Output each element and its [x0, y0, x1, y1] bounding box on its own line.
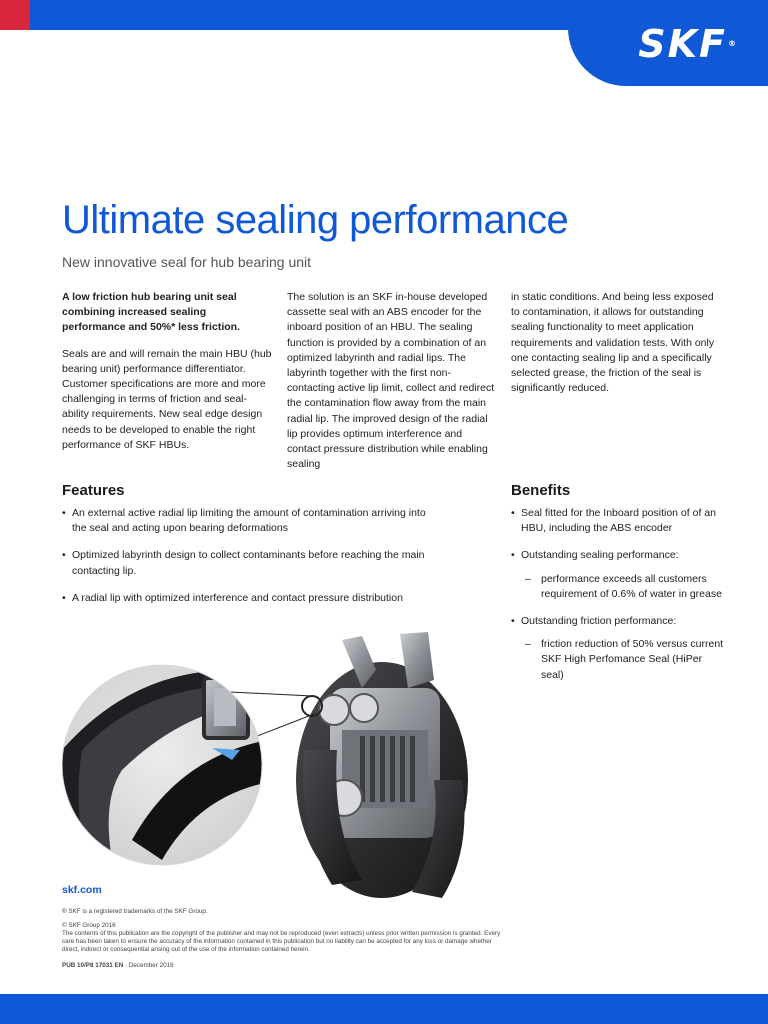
red-corner-block — [0, 0, 30, 30]
benefit-subitem: – performance exceeds all customers requirement of 0.6% of water in grease — [521, 572, 726, 602]
logo-text: SKF — [638, 22, 727, 66]
continuation-paragraph: in static conditions. And being less exposed to contamination, it allows for outstanding sealing functionality to meet application requirements and validation tests. With only one contacting sealing lip and a specifically selected grease, the friction of the seal is significantly reduced. — [511, 291, 715, 395]
benefits-list — [511, 506, 726, 695]
intro-column-2 — [287, 290, 497, 483]
benefit-subitem: – friction reduction of 50% versus current SKF High Perfomance Seal (HiPer seal) — [521, 637, 726, 683]
benefit-item — [511, 506, 726, 536]
intro-paragraph: Seals are and will remain the main HBU (hub bearing unit) performance differentiator. Customer specifications are more and more challenging in terms of friction and seal-ability requirements. New seal edge design needs to be developed to enable the right performance of SKF HBUs. — [62, 347, 272, 451]
feature-item: • An external active radial lip limiting the amount of contamination arriving into the seal and acting upon bearing deformations — [62, 506, 442, 536]
hub-unit-cutaway — [296, 632, 468, 898]
page-title: Ultimate sealing performance — [62, 198, 569, 242]
registered-mark: ® — [728, 39, 738, 48]
bottom-band — [0, 994, 768, 1024]
features-heading: Features — [62, 482, 125, 499]
benefits-heading: Benefits — [511, 482, 571, 499]
benefit-text: Outstanding friction performance: — [521, 615, 677, 628]
website-link[interactable]: skf.com — [62, 884, 102, 896]
feature-item: • Optimized labyrinth design to collect contaminants before reaching the main contacting lip. — [62, 548, 442, 578]
copyright-line: © SKF Group 2016 — [62, 922, 116, 929]
intro-lead: A low friction hub bearing unit seal combining increased sealing performance and 50%* less friction. — [62, 291, 240, 334]
intro-column-1 — [62, 290, 272, 464]
benefit-item — [511, 614, 726, 683]
copyright-block — [62, 922, 502, 954]
legal-disclaimer: The contents of this publication are the copyright of the publisher and may not be reproduced (even extracts) unless prior written permission is granted. Every care has been taken to ensure the accuracy of the information contained in this publication but no liability can be accepted for any loss or damage whether direct, indirect or consequential arising out of the use of the information contained herein. — [62, 930, 501, 953]
page-subtitle: New innovative seal for hub bearing unit — [62, 254, 312, 270]
feature-item: • A radial lip with optimized interference and contact pressure distribution — [62, 591, 442, 606]
benefit-text: Outstanding sealing performance: — [521, 549, 679, 562]
publication-info — [62, 962, 502, 970]
publication-code: PUB 10/P8 17031 EN — [62, 962, 124, 969]
features-list — [62, 506, 442, 618]
trademark-note: ® SKF is a registered trademarks of the SKF Group. — [62, 908, 208, 915]
seal-zoom-detail — [62, 665, 282, 890]
hub-bearing-illustration — [62, 630, 492, 910]
publication-date: · December 2016 — [123, 962, 174, 969]
intro-column-3 — [511, 290, 723, 407]
skf-logo[interactable] — [638, 24, 738, 64]
benefit-item — [511, 548, 726, 602]
solution-paragraph: The solution is an SKF in-house developed cassette seal with an ABS encoder for the inboard position of an HBU. The sealing function is provided by a combination of an optimized labyrinth and radial lips. The labyrinth together with the first non-contacting active lip limit, collect and redirect the contamination flow away from the main radial lip. The improved design of the radial lip provides optimum interference and contact pressure distribution while enabling sealing — [287, 291, 495, 471]
benefit-text: Seal fitted for the Inboard position of of an HBU, including the ABS encoder — [521, 507, 716, 535]
